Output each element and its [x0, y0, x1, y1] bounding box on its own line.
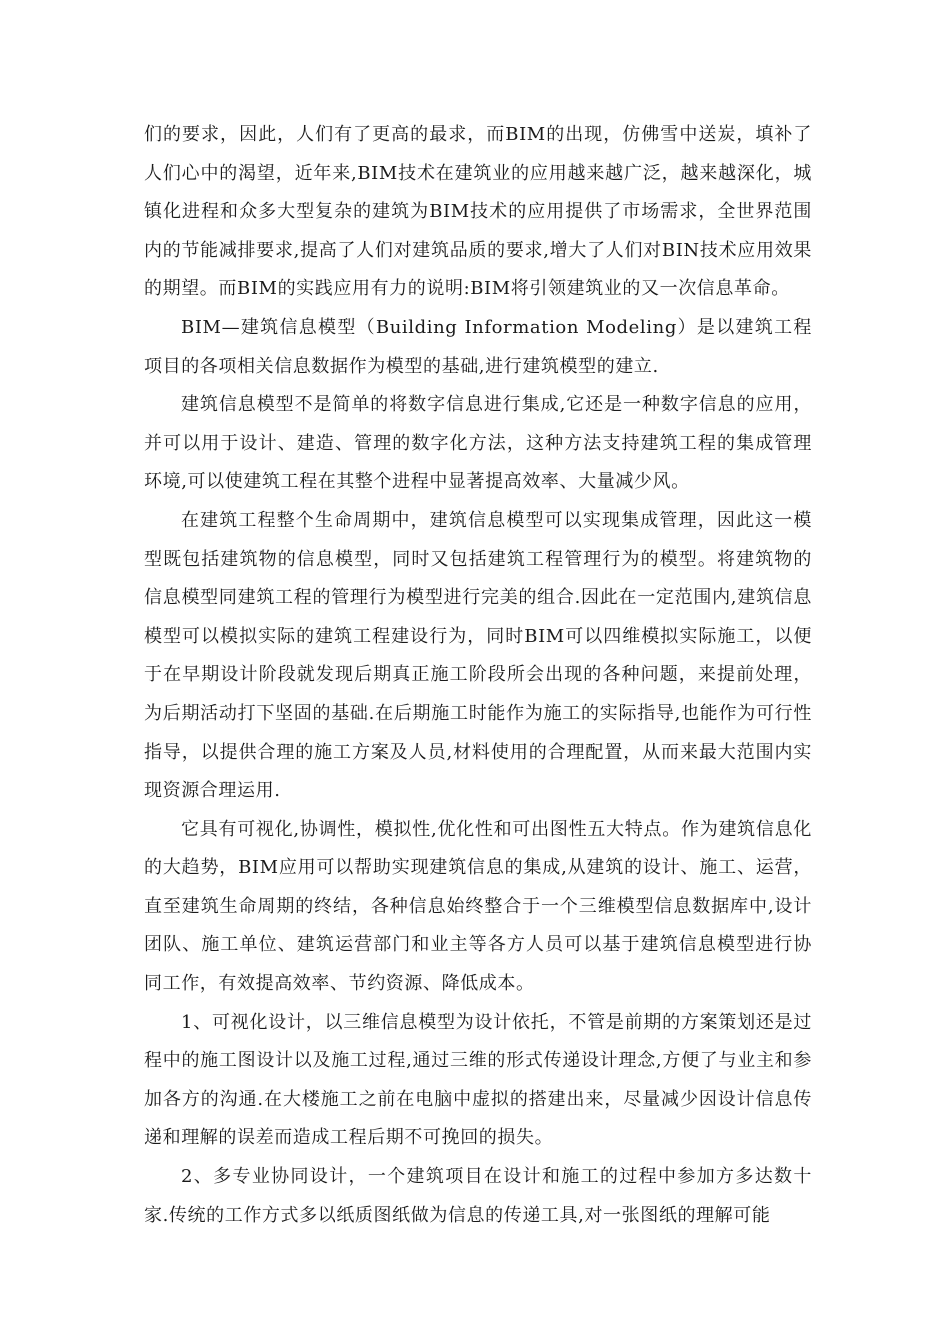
paragraph-6: 1、可视化设计，以三维信息模型为设计依托，不管是前期的方案策划还是过程中的施工图设计以及施工过程,通过三维的形式传递设计理念,方便了与业主和参加各方的沟通.在大楼施工之前在电脑中虚拟的搭建出来，尽量减少因设计信息传递和理解的误差而造成工程后期不可挽回的损失。: [144, 1011, 812, 1149]
paragraph-3: 建筑信息模型不是简单的将数字信息进行集成,它还是一种数字信息的应用，并可以用于设计、建造、管理的数字化方法，这种方法支持建筑工程的集成管理环境,可以使建筑工程在其整个进程中显著提高效率、大量减少风。: [144, 394, 812, 493]
paragraph-1: 们的要求，因此，人们有了更高的最求，而BIM的出现，仿佛雪中送炭，填补了人们心中的渴望，近年来,BIM技术在建筑业的应用越来越广泛，越来越深化，城镇化进程和众多大型复杂的建筑为BIM技术的应用提供了市场需求，全世界范围内的节能减排要求,提高了人们对建筑品质的要求,增大了人们对BIN技术应用效果的期望。而BIM的实践应用有力的说明:BIM将引领建筑业的又一次信息革命。: [144, 124, 812, 300]
paragraph-5: 它具有可视化,协调性，模拟性,优化性和可出图性五大特点。作为建筑信息化的大趋势，BIM应用可以帮助实现建筑信息的集成,从建筑的设计、施工、运营，直至建筑生命周期的终结，各种信息始终整合于一个三维模型信息数据库中,设计团队、施工单位、建筑运营部门和业主等各方人员可以基于建筑信息模型进行协同工作，有效提高效率、节约资源、降低成本。: [144, 818, 812, 995]
paragraph-2: BIM—建筑信息模型（Building Information Modeling）是以建筑工程项目的各项相关信息数据作为模型的基础,进行建筑模型的建立.: [144, 316, 812, 377]
paragraph-7: 2、多专业协同设计，一个建筑项目在设计和施工的过程中参加方多达数十家.传统的工作方式多以纸质图纸做为信息的传递工具,对一张图纸的理解可能: [144, 1166, 812, 1226]
document-body: [144, 116, 812, 1235]
paragraph-4: 在建筑工程整个生命周期中，建筑信息模型可以实现集成管理，因此这一模型既包括建筑物的信息模型，同时又包括建筑工程管理行为的模型。将建筑物的信息模型同建筑工程的管理行为模型进行完美的组合.因此在一定范围内,建筑信息模型可以模拟实际的建筑工程建设行为，同时BIM可以四维模拟实际施工，以便于在早期设计阶段就发现后期真正施工阶段所会出现的各种问题，来提前处理，为后期活动打下坚固的基础.在后期施工时能作为施工的实际指导,也能作为可行性指导，以提供合理的施工方案及人员,材料使用的合理配置，从而来最大范围内实现资源合理运用.: [144, 509, 812, 802]
